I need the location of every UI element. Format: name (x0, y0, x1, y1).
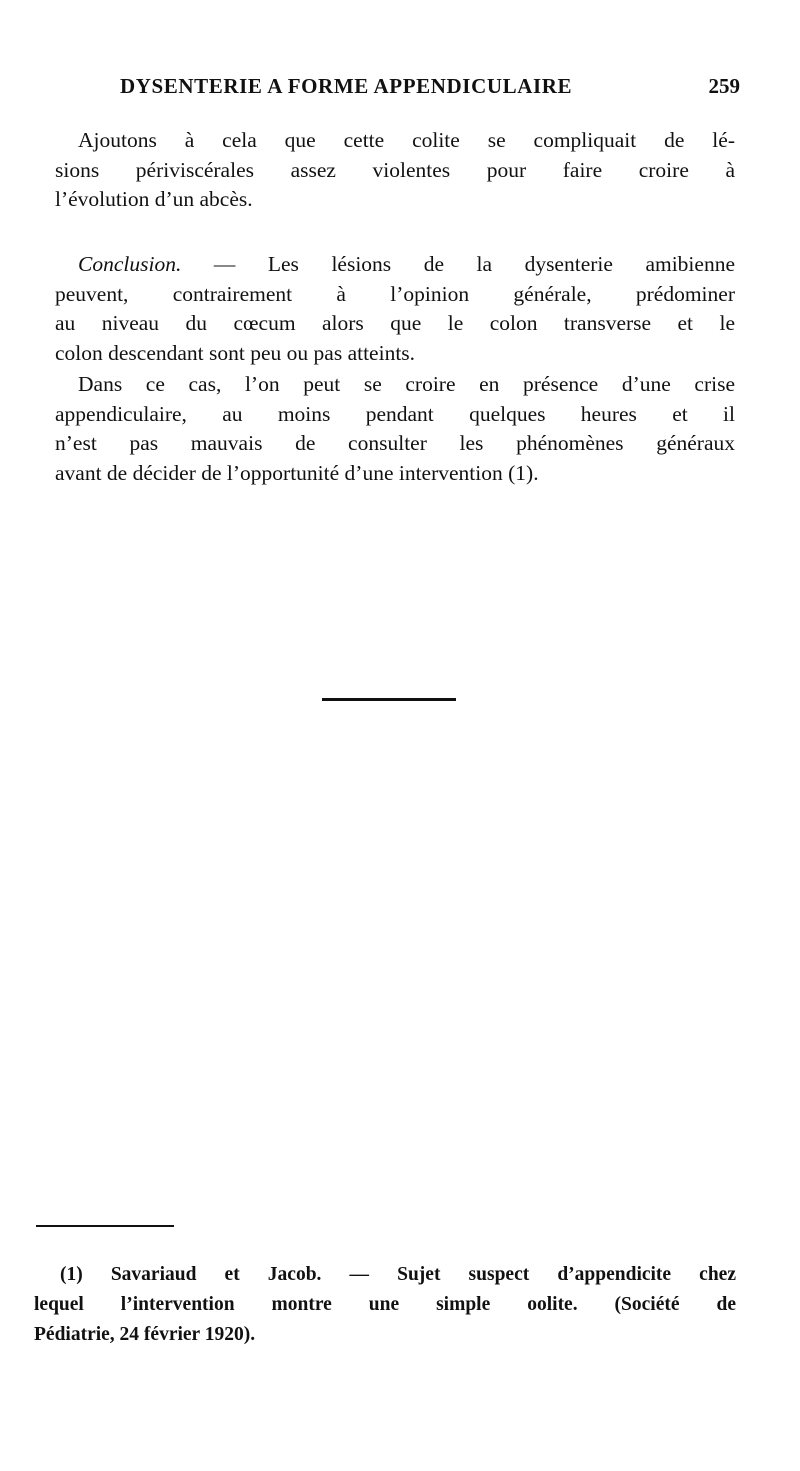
text-line: colon descendant sont peu ou pas atteints. (55, 340, 416, 365)
footnote (34, 1260, 736, 1350)
text-line: Dans ce cas, l’on peut se croire en présence d’une crise (78, 372, 735, 396)
paragraph-3 (55, 370, 735, 488)
footnote-line: (1) Savariaud et Jacob. — Sujet suspect d’appendicite chez (60, 1264, 736, 1285)
conclusion-text: — Les lésions de la dysenterie amibienne (181, 252, 735, 276)
conclusion-label: Conclusion. (78, 252, 182, 276)
text-line: avant de décider de l’opportunité d’une intervention (1). (55, 460, 539, 485)
text-line: sions périviscérales assez violentes pour faire croire à (55, 157, 735, 182)
footnote-rule (36, 1225, 174, 1227)
paragraph-conclusion (55, 250, 735, 368)
page-number: 259 (708, 74, 740, 98)
text-line: au niveau du cœcum alors que le colon transverse et le (55, 311, 735, 335)
text-line: l’évolution d’un abcès. (55, 187, 253, 211)
text-line (55, 250, 735, 280)
text-line: Ajoutons à cela que cette colite se compliquait de lé- (78, 128, 735, 152)
paragraph-1 (55, 126, 735, 215)
footnote-line: Pédiatrie, 24 février 1920). (34, 1324, 256, 1345)
text-line: appendiculaire, au moins pendant quelques heures et il (55, 401, 735, 426)
running-head (120, 74, 740, 104)
running-title: DYSENTERIE A FORME APPENDICULAIRE (120, 74, 573, 98)
text-line: peuvent, contrairement à l’opinion générale, prédominer (55, 281, 735, 306)
text-line: n’est pas mauvais de consulter les phénomènes généraux (55, 431, 735, 455)
section-divider (322, 698, 456, 701)
footnote-line: lequel l’intervention montre une simple oolite. (Société de (34, 1294, 736, 1315)
